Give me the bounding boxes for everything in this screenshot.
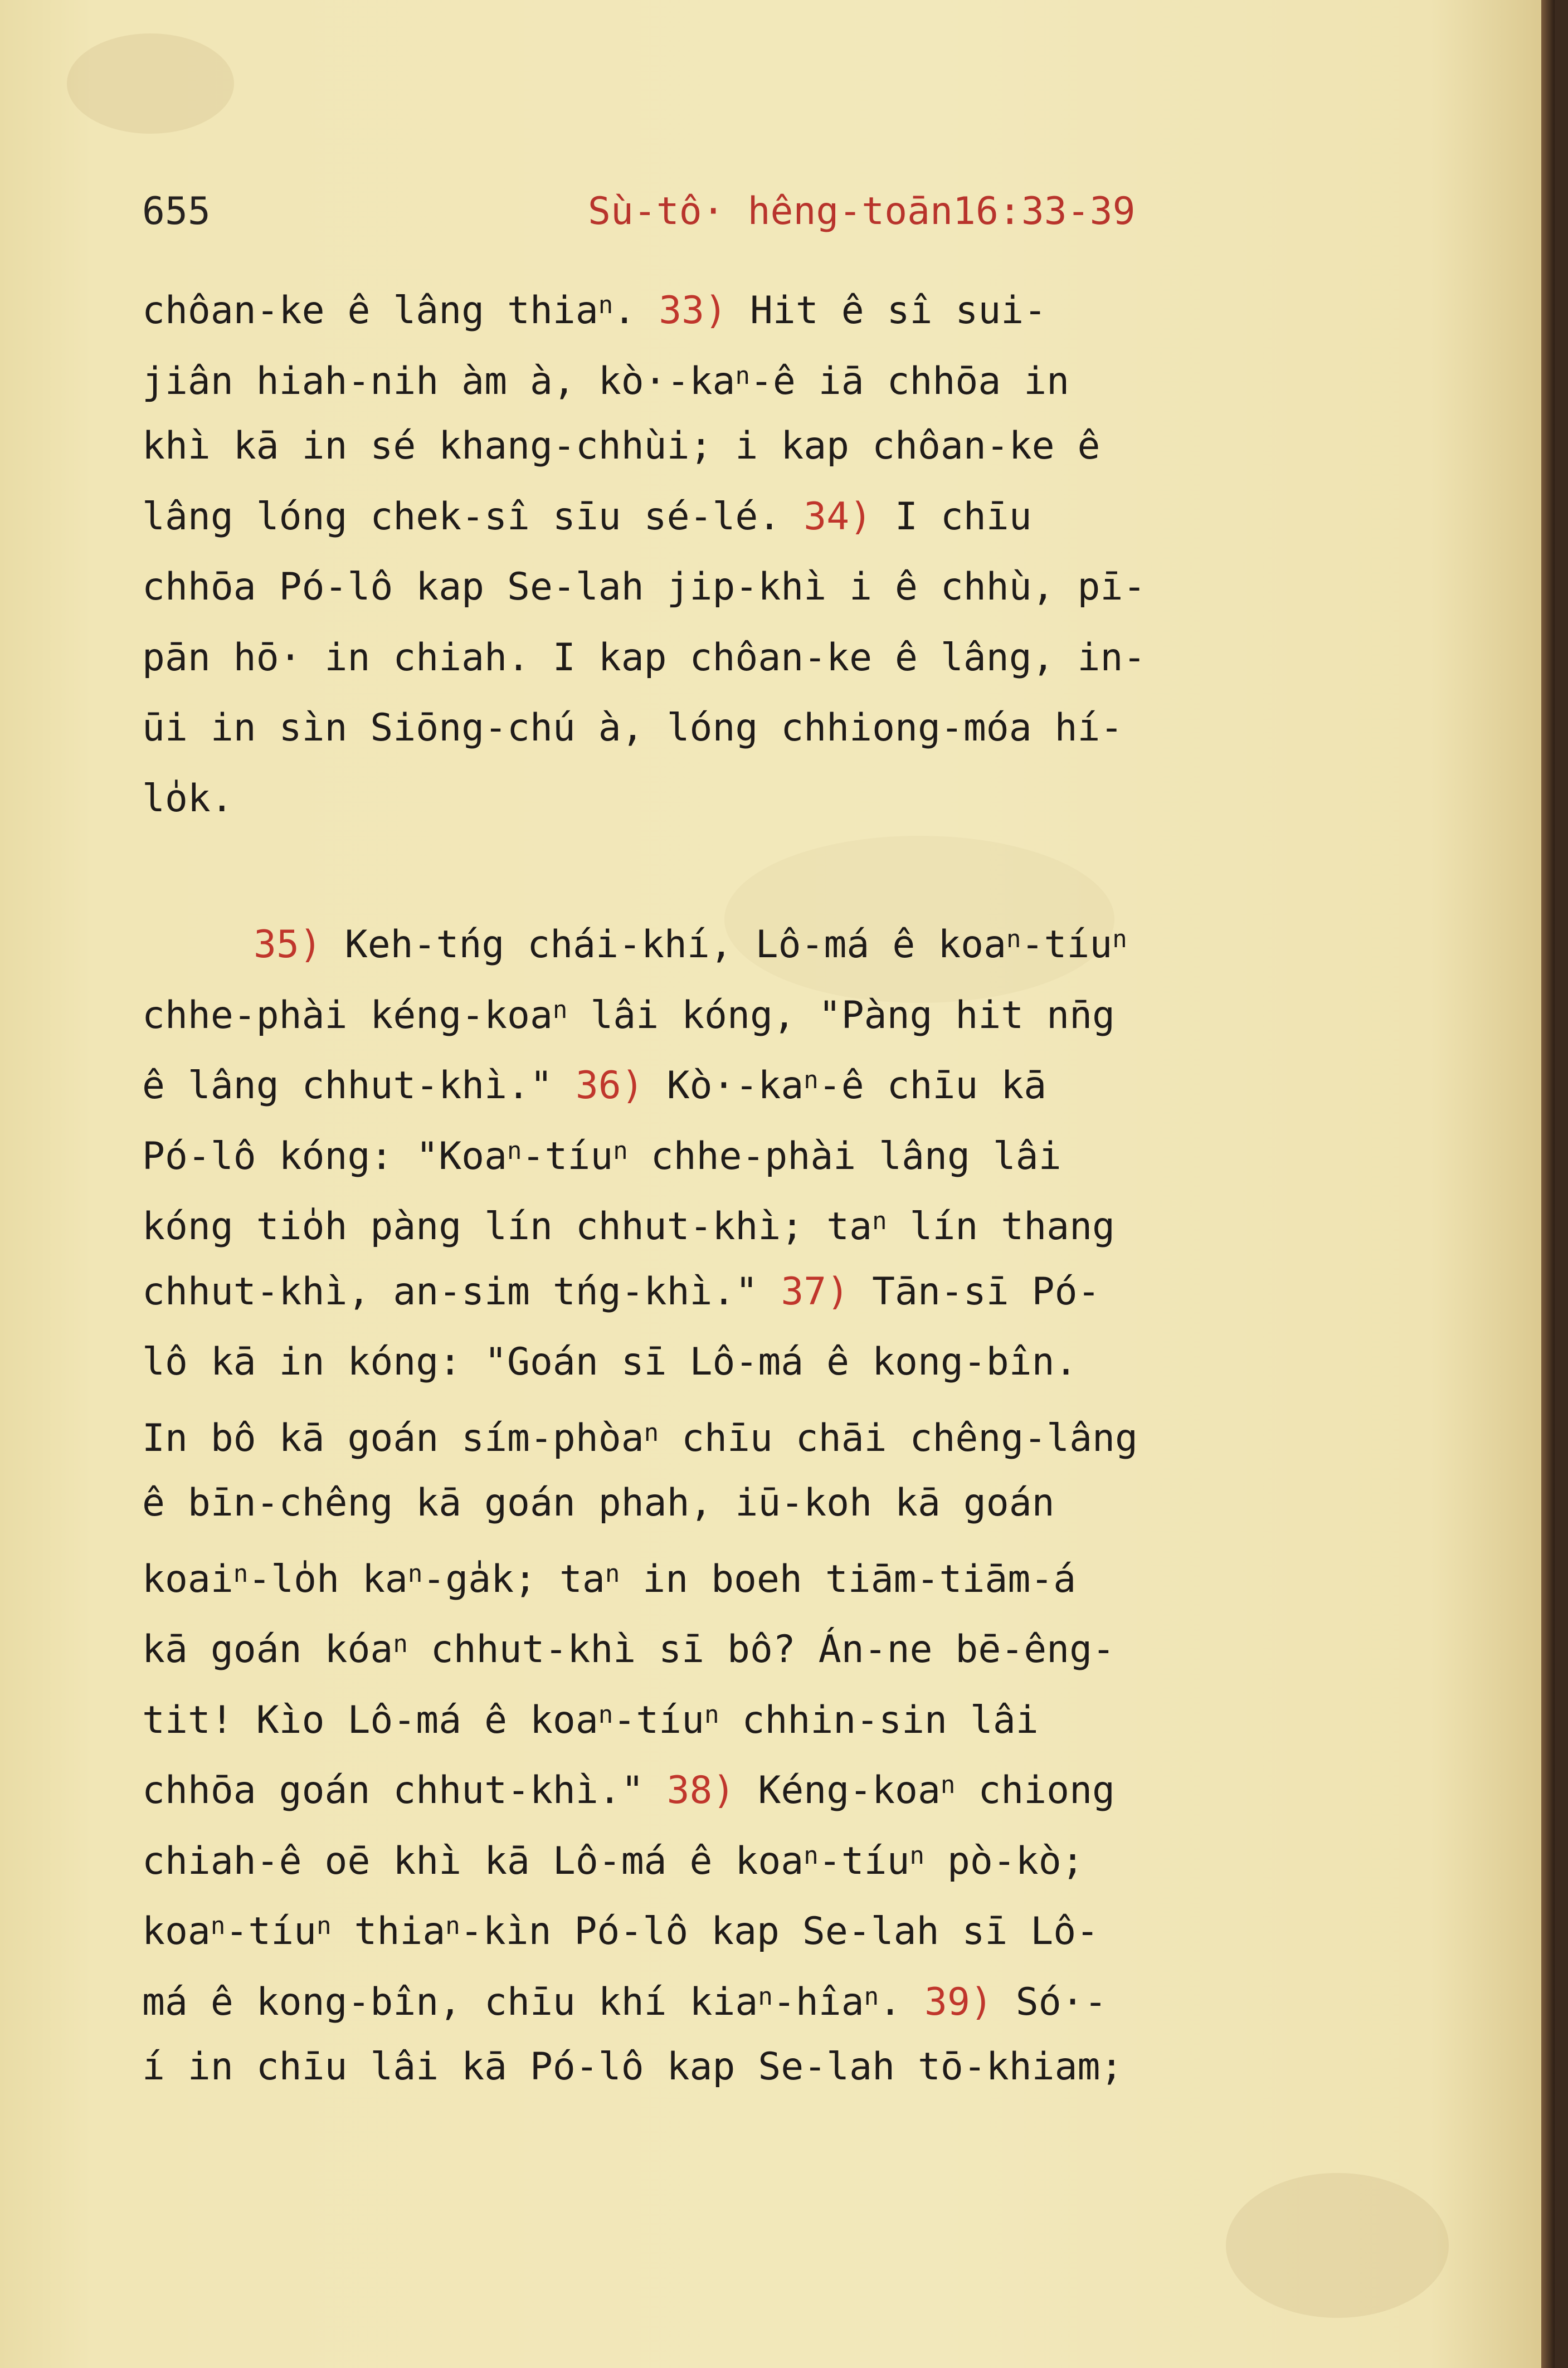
text-segment: Tān-sī Pó-	[849, 1269, 1100, 1314]
text-segment: koa	[142, 1909, 211, 1953]
text-segment: lín thang	[887, 1205, 1115, 1249]
verse-number: 33)	[659, 289, 728, 333]
text-line	[142, 1045, 1424, 1116]
text-segment: ê lâng chhut-khì."	[142, 1064, 576, 1108]
text-line	[142, 623, 1424, 694]
text-line	[142, 764, 1424, 835]
nasal-marker: n	[445, 1912, 460, 1940]
text-segment: chhe-phài kéng-koa	[142, 993, 553, 1037]
page-edge	[1541, 0, 1555, 2368]
text-line	[142, 1116, 1424, 1187]
verse-number: 39)	[924, 1980, 993, 2024]
text-line	[142, 1962, 1424, 2033]
nasal-marker: n	[598, 1700, 613, 1729]
text-segment: chôan-ke ê lâng thia	[142, 289, 598, 333]
running-header	[142, 181, 1424, 242]
nasal-marker: n	[644, 1418, 659, 1447]
text-line	[142, 1680, 1424, 1751]
text-line	[142, 904, 1424, 975]
text-segment: lâi kóng, "Pàng hit nn̄g	[567, 993, 1115, 1037]
text-segment: -tíu	[613, 1698, 705, 1742]
text-segment: chhin-sin lâi	[719, 1698, 1039, 1742]
text-segment: -tíu	[818, 1839, 910, 1883]
text-segment: -hîa	[772, 1980, 864, 2024]
text-segment: Hit ê sî sui-	[727, 289, 1047, 333]
text-line	[142, 341, 1424, 412]
text-segment: lô kā in kóng: "Goán sī Lô-má ê kong-bîn.	[142, 1340, 1078, 1384]
text-segment: -tíu	[1021, 923, 1113, 967]
text-line	[142, 1539, 1424, 1610]
text-segment: -ga̍k; ta	[422, 1557, 605, 1601]
nasal-marker: n	[407, 1559, 423, 1588]
nasal-marker: n	[507, 1136, 522, 1165]
nasal-marker: n	[909, 1841, 925, 1870]
text-segment: kóng tio̍h pàng lín chhut-khì; ta	[142, 1205, 873, 1249]
nasal-marker: n	[804, 1841, 819, 1870]
text-segment: -ê iā chhōa in	[749, 359, 1070, 403]
text-line	[142, 2032, 1424, 2103]
text-segment: ūi in sìn Siōng-chú à, lóng chhiong-móa hí-	[142, 706, 1123, 750]
text-line	[142, 1891, 1424, 1962]
text-line	[142, 693, 1424, 764]
text-segment: chhut-khì, an-sim tńg-khì."	[142, 1269, 781, 1314]
text-line	[142, 1750, 1424, 1821]
text-segment: -tíu	[522, 1134, 613, 1178]
nasal-marker: n	[393, 1630, 408, 1658]
nasal-marker: n	[940, 1771, 956, 1799]
text-segment: thia	[331, 1909, 446, 1953]
text-line	[142, 270, 1424, 341]
text-segment: pò-kò;	[924, 1839, 1084, 1883]
paper-stain	[1226, 2173, 1449, 2318]
scripture-text	[142, 270, 1424, 2103]
text-segment: koai	[142, 1557, 233, 1601]
nasal-marker: n	[1006, 925, 1021, 953]
text-line	[142, 1257, 1424, 1328]
verse-number: 34)	[804, 494, 873, 539]
nasal-marker: n	[598, 291, 613, 319]
text-segment: khì kā in sé khang-chhùi; i kap chôan-ke ê	[142, 424, 1100, 468]
text-segment: Pó-lô kóng: "Koa	[142, 1134, 508, 1178]
paragraph-gap	[142, 834, 1424, 904]
nasal-marker: n	[605, 1559, 620, 1588]
text-segment: -lo̍h ka	[248, 1557, 408, 1601]
running-title: Sù-tô· hêng-toān	[588, 189, 953, 233]
text-segment: chīu chāi chêng-lâng	[659, 1416, 1138, 1460]
verse-number: 38)	[666, 1768, 736, 1812]
nasal-marker: n	[864, 1982, 879, 2011]
page-number: 655	[142, 189, 211, 233]
text-segment: í in chīu lâi kā Pó-lô kap Se-lah tō-khiam;	[142, 2045, 1123, 2089]
nasal-marker: n	[704, 1700, 719, 1729]
text-segment: in boeh tiām-tiām-á	[620, 1557, 1077, 1601]
text-line	[142, 482, 1424, 553]
text-segment: chhut-khì sī bô? Án-ne bē-êng-	[407, 1628, 1115, 1672]
paragraph-1	[142, 270, 1424, 834]
text-segment: -ê chīu kā	[818, 1064, 1047, 1108]
nasal-marker: n	[735, 361, 750, 390]
nasal-marker: n	[1112, 925, 1127, 953]
text-segment: chiah-ê oē khì kā Lô-má ê koa	[142, 1839, 804, 1883]
text-segment: .	[879, 1980, 925, 2024]
nasal-marker: n	[210, 1912, 226, 1940]
text-line	[142, 1609, 1424, 1680]
text-segment: -tíu	[225, 1909, 317, 1953]
text-segment: chhe-phài lâng lâi	[627, 1134, 1061, 1178]
verse-number: 35)	[254, 923, 322, 967]
verse-number: 36)	[575, 1064, 644, 1108]
paper-stain	[67, 33, 234, 134]
text-segment: Keh-tńg chái-khí, Lô-má ê koa	[322, 923, 1007, 967]
text-segment: Kò·-ka	[644, 1064, 804, 1108]
text-segment: ê bīn-chêng kā goán phah, iū-koh kā goán	[142, 1481, 1055, 1525]
text-segment: má ê kong-bîn, chīu khí kia	[142, 1980, 758, 2024]
text-segment: lo̍k.	[142, 776, 233, 821]
text-segment: -kìn Pó-lô kap Se-lah sī Lô-	[460, 1909, 1099, 1953]
text-segment: Só·-	[992, 1980, 1107, 2024]
chapter-verse-reference: 16:33-39	[953, 189, 1136, 233]
nasal-marker: n	[758, 1982, 773, 2011]
text-segment: .	[613, 289, 659, 333]
text-line	[142, 1398, 1424, 1469]
text-segment: lâng lóng chek-sî sīu sé-lé.	[142, 494, 804, 539]
text-line	[142, 1821, 1424, 1892]
text-line	[142, 1327, 1424, 1398]
text-line	[142, 552, 1424, 623]
text-segment: I chīu	[872, 494, 1032, 539]
text-line	[142, 1186, 1424, 1257]
text-line	[142, 1468, 1424, 1539]
text-line	[142, 975, 1424, 1046]
paragraph-2	[142, 904, 1424, 2103]
nasal-marker: n	[316, 1912, 332, 1940]
nasal-marker: n	[552, 995, 568, 1024]
text-segment: pān hō· in chiah. I kap chôan-ke ê lâng, in-	[142, 635, 1146, 680]
verse-number: 37)	[781, 1269, 850, 1314]
nasal-marker: n	[613, 1136, 628, 1165]
text-segment: tit! Kìo Lô-má ê koa	[142, 1698, 598, 1742]
nasal-marker: n	[233, 1559, 249, 1588]
nasal-marker: n	[804, 1066, 819, 1094]
text-line	[142, 411, 1424, 482]
text-segment: chhōa Pó-lô kap Se-lah jip-khì i ê chhù, pī-	[142, 565, 1146, 609]
text-segment: jiân hiah-nih àm à, kò·-ka	[142, 359, 736, 403]
text-segment: chiong	[955, 1768, 1115, 1812]
text-segment: kā goán kóa	[142, 1628, 393, 1672]
text-segment: Kéng-koa	[735, 1768, 941, 1812]
text-segment: In bô kā goán sím-phòa	[142, 1416, 644, 1460]
text-segment: chhōa goán chhut-khì."	[142, 1768, 667, 1812]
nasal-marker: n	[872, 1207, 887, 1235]
